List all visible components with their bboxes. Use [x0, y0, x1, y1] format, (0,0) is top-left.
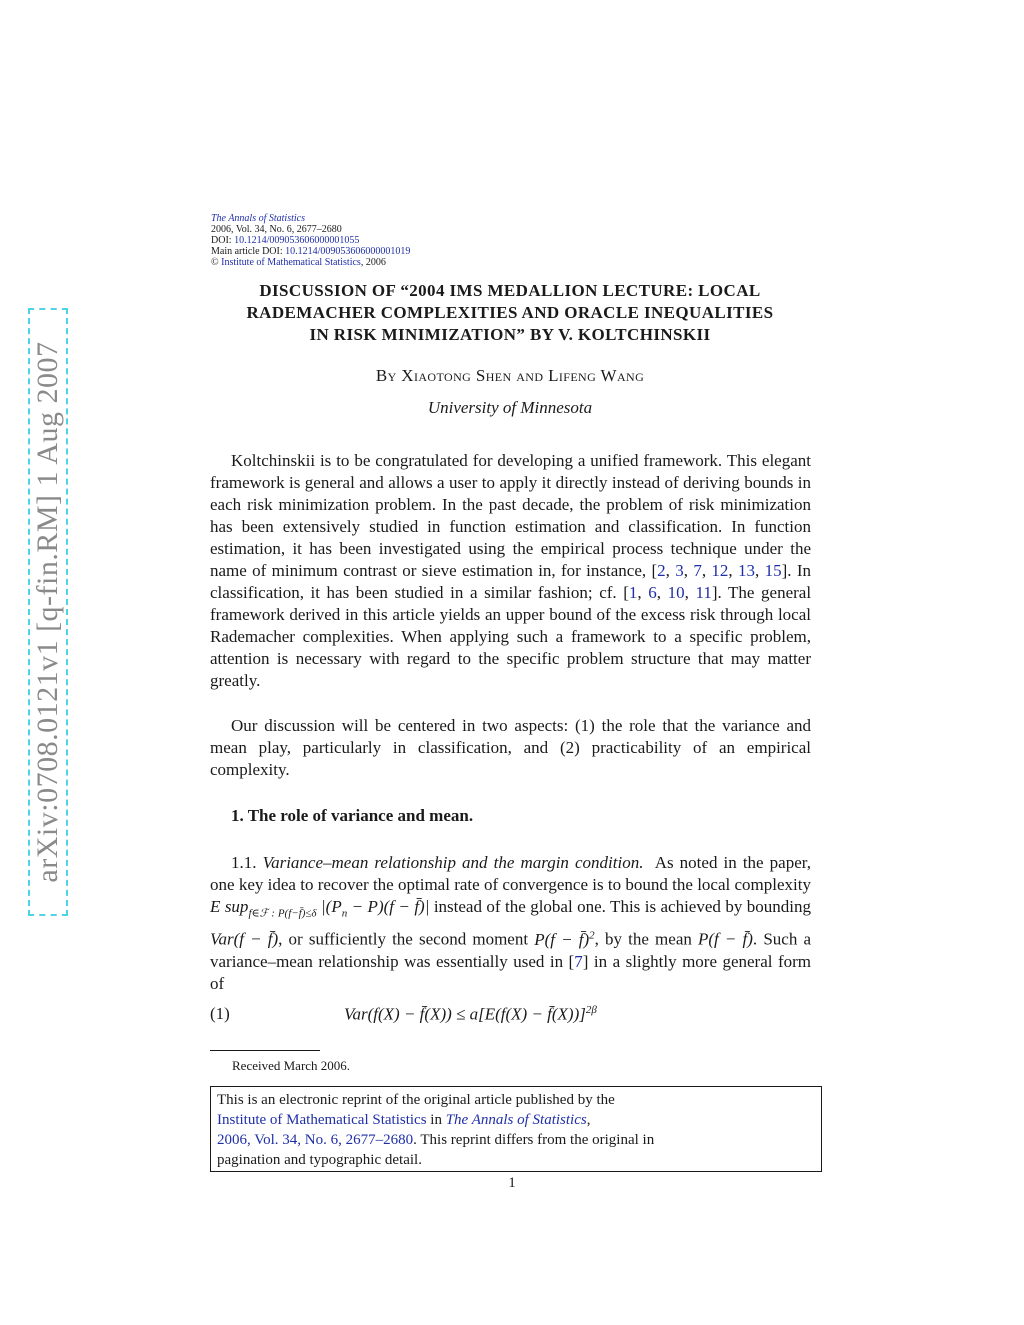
doi-link[interactable]: 10.1214/009053606000001055 [234, 235, 360, 246]
paper-title: DISCUSSION OF “2004 IMS MEDALLION LECTURE: LOCAL RADEMACHER COMPLEXITIES AND ORACLE INEQUALITIES IN RISK MINIMIZATION” BY V. KOLTCHINSKII [246, 281, 774, 344]
affiliation: University of Minnesota [427, 398, 593, 417]
equation-number: (1) [210, 1004, 230, 1023]
received-date: Received March 2006. [232, 1058, 351, 1073]
journal-link[interactable]: The Annals of Statistics [211, 213, 305, 224]
math-second-moment: P(f − f̄)$^2$ [534, 929, 595, 950]
reprint-institute-link[interactable]: Institute of Mathematical Statistics [217, 1112, 427, 1128]
paragraph-intro: Koltchinskii is to be congratulated for developing a unified framework. This elegant framework is general and allows a user to apply it directly instead of deriving bounds in each risk minimization problem. In the past decade, the problem of risk minimization has been extensively studied in function estimation and classification. In function estimation, it has been investigated using the empirical process technique under the name of minimum contrast or sieve estimation in, for instance, [2, 3, 7, 12, 13, 15]. In classification, it has been studied in a similar fashion; cf. [1, 6, 10, 11]. The general framework derived in this article yields an upper bound of the excess risk through local Rademacher complexities. When applying such a framework to a specific problem, attention is necessary with regard to the specific problem structure that may matter greatly. [210, 451, 812, 690]
equation-expression: Var(f(X) − f̄(X)) ≤ a[E(f(X) − f̄(X))]$^{2\beta}$ [344, 1004, 597, 1024]
copyright-symbol: © [211, 257, 219, 268]
citation-link[interactable]: 12 [711, 561, 729, 580]
citation-link[interactable]: 7 [574, 952, 583, 972]
math-variance: Var(f − f̄) [210, 930, 279, 950]
section-heading: 1. The role of variance and mean. [231, 806, 474, 825]
equation-1 [210, 1004, 811, 1028]
reprint-journal-link[interactable]: The Annals of Statistics [445, 1112, 587, 1128]
math-local-complexity: E sup$_{f\in ℱ : P(f-f̄)\le\delta}$ $|(P_n - P)(f$ − f̄)| [210, 897, 430, 920]
institute-link[interactable]: Institute of Mathematical Statistics [221, 257, 361, 268]
citation-link[interactable]: 6 [648, 583, 657, 602]
page-number: 1 [508, 1175, 516, 1191]
citation-link[interactable]: 3 [675, 561, 684, 580]
citation-link[interactable]: 10 [667, 583, 685, 602]
authors: By Xiaotong Shen and Lifeng Wang [375, 366, 645, 385]
arxiv-identifier: arXiv:0708.0121v1 [q-fin.RM] 1 Aug 2007 [31, 341, 64, 883]
citation-link[interactable]: 15 [764, 561, 782, 580]
citation-link[interactable]: 11 [695, 583, 712, 602]
citation-link[interactable]: 7 [693, 561, 702, 580]
subsection-title: Variance–mean relationship and the margin condition. [262, 853, 644, 872]
citation-link[interactable]: 2 [657, 561, 666, 580]
journal-metadata: The Annals of Statistics 2006, Vol. 34, No. 6, 2677–2680 DOI: 10.1214/009053606000001055 Main article DOI: 10.1214/009053606000001019 © Institute of Mathematical Statistics, 2006 [211, 213, 411, 268]
footnote-divider [210, 1050, 320, 1051]
arxiv-watermark [28, 308, 68, 916]
paragraph-discussion: Our discussion will be centered in two aspects: (1) the role that the variance and mean play, particularly in classification, and (2) practicability of an empirical complexity. [210, 716, 811, 779]
citation-link[interactable]: 13 [738, 561, 755, 580]
main-doi-link[interactable]: 10.1214/009053606000001019 [285, 246, 411, 257]
math-mean: P(f − f̄) [698, 930, 753, 950]
reprint-notice: This is an electronic reprint of the original article published by the Institute of Mathematical Statistics in The Annals of Statistics, 2006, Vol. 34, No. 6, 2677–2680. This reprint differs from the original in pagination and typographic detail. [210, 1086, 822, 1172]
reprint-citation-link[interactable]: 2006, Vol. 34, No. 6, 2677–2680 [217, 1132, 414, 1148]
subsection-number: 1.1. [231, 853, 257, 872]
citation-link[interactable]: 1 [628, 583, 638, 602]
volume-line: 2006, Vol. 34, No. 6, 2677–2680 [211, 224, 342, 235]
paragraph-subsection: 1.1. Variance–mean relationship and the margin condition. As noted in the paper, one key idea to recover the optimal rate of convergence is to bound the local complexity E sup$_{f\in ℱ : P(f-f̄)\le\delta}$ $|(P_n - P)(f$ − f̄)| instead of the global one. This is achieved by bounding Var(f − f̄), or sufficiently the second moment P(f − f̄)$^2$, by the mean P(f − f̄). Such a variance–mean relationship was essentially used in [7] in a slightly more general form of [210, 853, 812, 994]
